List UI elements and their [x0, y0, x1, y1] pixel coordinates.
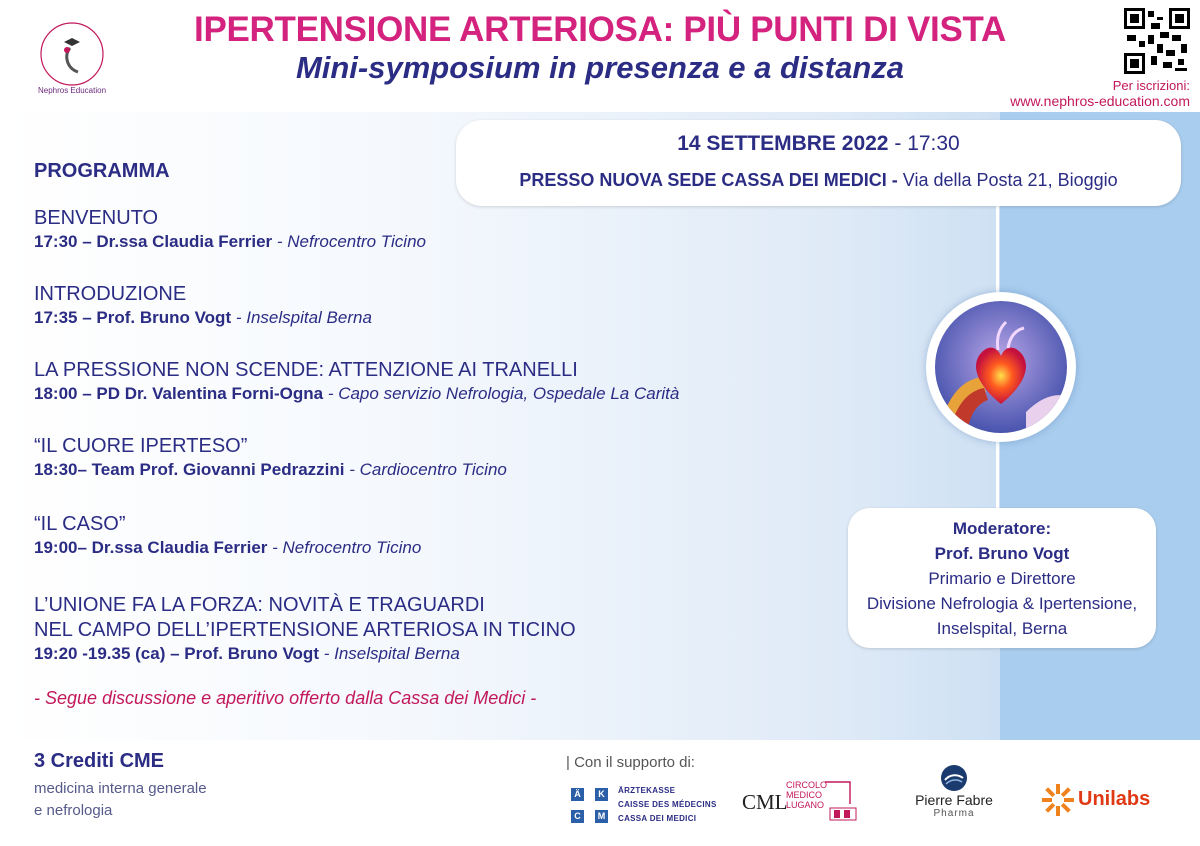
event-venue-line — [456, 170, 1181, 191]
cml-sub-line: LUGANO — [786, 800, 825, 810]
event-time: 17:30 — [907, 132, 960, 155]
program-item-speaker — [34, 383, 679, 405]
pierre-fabre-name: Pierre Fabre — [915, 792, 993, 808]
program-item-title-line2: NEL CAMPO DELL’IPERTENSIONE ARTERIOSA IN TICINO — [34, 619, 576, 641]
qr-code-icon[interactable] — [1124, 8, 1190, 74]
registration-link[interactable]: www.nephros-education.com — [1010, 93, 1190, 109]
page-title: IPERTENSIONE ARTERIOSA: PIÙ PUNTI DI VISTA — [194, 10, 1006, 49]
cml-logo — [742, 780, 862, 824]
event-date-line — [456, 132, 1181, 156]
moderator-box — [848, 508, 1156, 648]
time-speaker: 18:30– Team Prof. Giovanni Pedrazzini — [34, 460, 345, 479]
venue-separator: - — [891, 170, 898, 190]
program-heading: PROGRAMMA — [34, 160, 170, 182]
cml-sub-line: CIRCOLO — [786, 780, 828, 790]
support-label: | Con il supporto di: — [566, 754, 695, 771]
program-item-speaker — [34, 643, 576, 665]
akm-letter: Ä — [571, 788, 584, 801]
akm-letter: M — [595, 810, 608, 823]
akm-letter: K — [595, 788, 608, 801]
program-item-title: L’UNIONE FA LA FORZA: NOVITÀ E TRAGUARDI — [34, 594, 485, 616]
page-subtitle: Mini-symposium in presenza e a distanza — [295, 50, 905, 85]
affiliation: - Inselspital Berna — [318, 644, 460, 663]
affiliation: - Nefrocentro Ticino — [272, 232, 426, 251]
date-separator: - — [894, 132, 902, 155]
closing-note: - Segue discussione e aperitivo offerto dalla Cassa dei Medici - — [34, 688, 537, 708]
program-item-speaker — [34, 537, 421, 559]
moderator-name: Prof. Bruno Vogt — [934, 544, 1070, 563]
program-item — [34, 206, 426, 253]
program-item-title: LA PRESSIONE NON SCENDE: ATTENZIONE AI TRANELLI — [34, 359, 578, 381]
program-item — [34, 358, 679, 405]
cml-main: CML — [742, 790, 788, 814]
program-item — [34, 512, 421, 559]
akm-line: CASSA DEI MEDICI — [618, 814, 697, 823]
program-item — [34, 282, 372, 329]
program-item-title: “IL CUORE IPERTESO” — [34, 435, 248, 457]
unilabs-name: Unilabs — [1078, 788, 1151, 810]
program-item-speaker — [34, 307, 372, 329]
program-item — [34, 593, 576, 665]
registration-label: Per iscrizioni: — [1112, 78, 1190, 93]
event-address: Via della Posta 21, Bioggio — [902, 170, 1118, 190]
event-venue: PRESSO NUOVA SEDE CASSA DEI MEDICI — [519, 170, 887, 190]
unilabs-sun-icon — [1042, 784, 1074, 816]
heart-illustration-icon — [926, 292, 1076, 442]
event-date: 14 SETTEMBRE 2022 — [677, 132, 889, 155]
aerztekasse-logo — [568, 786, 718, 826]
affiliation: - Inselspital Berna — [231, 308, 372, 327]
pierre-fabre-logo — [900, 764, 1008, 824]
event-details-box — [456, 120, 1181, 206]
program-item-speaker — [34, 231, 426, 253]
time-speaker: 17:35 – Prof. Bruno Vogt — [34, 308, 232, 327]
akm-letter: C — [571, 810, 584, 823]
pierre-fabre-emblem-icon — [940, 764, 968, 792]
moderator-hospital: Inselspital, Berna — [936, 619, 1068, 638]
time-speaker: 17:30 – Dr.ssa Claudia Ferrier — [34, 232, 273, 251]
program-item-title: “IL CASO” — [34, 513, 126, 535]
cme-credits: 3 Crediti CME — [34, 750, 165, 772]
affiliation: - Cardiocentro Ticino — [344, 460, 507, 479]
time-speaker: 18:00 – PD Dr. Valentina Forni-Ogna — [34, 384, 324, 403]
time-speaker: 19:00– Dr.ssa Claudia Ferrier — [34, 538, 268, 557]
logo-name: Nephros Education — [37, 86, 107, 95]
akm-line: ÄRZTEKASSE — [618, 786, 676, 795]
cme-credits-field1: medicina interna generale — [34, 780, 207, 797]
moderator-role: Primario e Direttore — [928, 569, 1076, 588]
time-speaker: 19:20 -19.35 (ca) – Prof. Bruno Vogt — [34, 644, 319, 663]
cml-frame-icon — [824, 780, 862, 824]
program-item-title: INTRODUZIONE — [34, 283, 187, 305]
pierre-fabre-sub: Pharma — [933, 808, 975, 819]
moderator-label: Moderatore: — [952, 519, 1052, 538]
cml-sub-line: MEDICO — [786, 790, 822, 800]
akm-line: CAISSE DES MÉDECINS — [618, 800, 717, 809]
program-item-speaker — [34, 459, 507, 481]
affiliation: - Capo servizio Nefrologia, Ospedale La Carità — [323, 384, 680, 403]
program-item — [34, 434, 507, 481]
moderator-division: Divisione Nefrologia & Ipertensione, — [866, 594, 1138, 613]
affiliation: - Nefrocentro Ticino — [267, 538, 422, 557]
cme-credits-field2: e nefrologia — [34, 802, 113, 819]
program-item-title: BENVENUTO — [34, 207, 159, 229]
unilabs-logo — [1042, 782, 1162, 818]
